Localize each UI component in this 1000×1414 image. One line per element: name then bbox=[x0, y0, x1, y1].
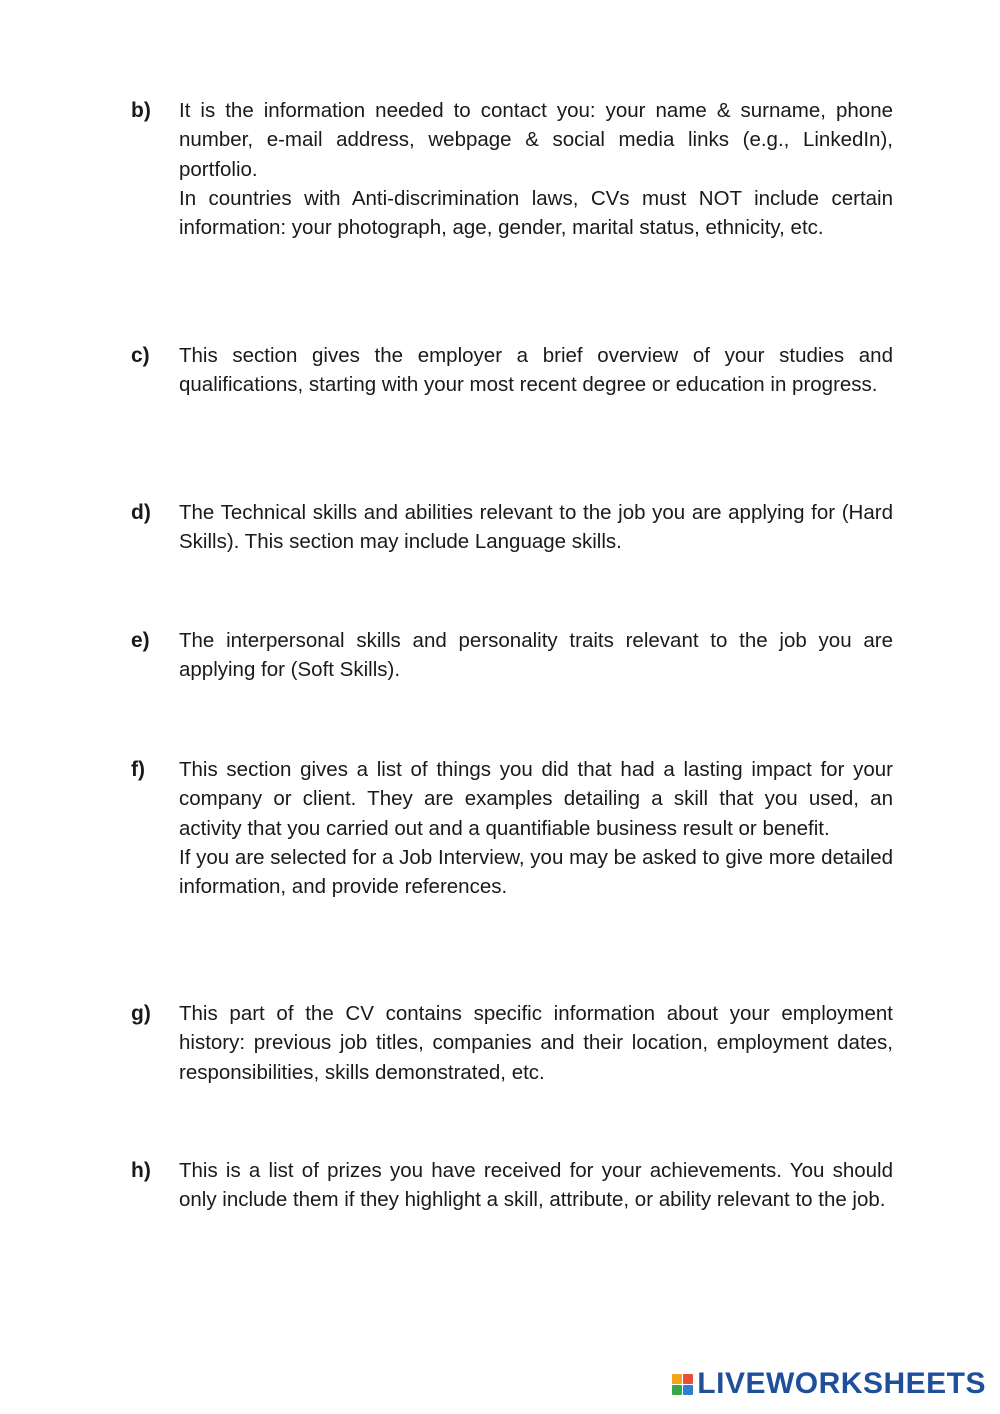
item-letter: c) bbox=[131, 344, 150, 367]
logo-mark-cell bbox=[683, 1385, 693, 1395]
item-paragraph: The Technical skills and abilities relevant to the job you are applying for (Hard Skills). This section may include Language skills. bbox=[179, 501, 893, 554]
item-paragraph: In countries with Anti-discrimination laws, CVs must NOT include certain information: your photograph, age, gender, marital status, ethnicity, etc. bbox=[179, 186, 893, 240]
item-text bbox=[179, 1156, 893, 1215]
item-text bbox=[179, 755, 893, 901]
item-letter: g) bbox=[131, 1002, 151, 1025]
item-letter: b) bbox=[131, 99, 151, 122]
item-paragraph: This section gives a list of things you did that had a lasting impact for your company or client. They are examples detailing a skill that you used, an activity that you carried out and a quantifiable business result or benefit. bbox=[179, 758, 893, 840]
liveworksheets-logo-icon bbox=[672, 1374, 693, 1395]
item-paragraph: This part of the CV contains specific information about your employment history: previous job titles, companies and their location, employment dates, responsibilities, skills demonstrated, etc. bbox=[179, 1002, 893, 1084]
logo-text: LIVEWORKSHEETS bbox=[697, 1367, 986, 1400]
item-paragraph: This is a list of prizes you have received for your achievements. You should only include them if they highlight a skill, attribute, or ability relevant to the job. bbox=[179, 1159, 893, 1212]
item-paragraph: The interpersonal skills and personality traits relevant to the job you are applying for (Soft Skills). bbox=[179, 629, 893, 682]
item-paragraph: This section gives the employer a brief overview of your studies and qualifications, starting with your most recent degree or education in progress. bbox=[179, 344, 893, 397]
item-letter: e) bbox=[131, 629, 150, 652]
logo-mark-cell bbox=[672, 1374, 682, 1384]
item-text bbox=[179, 341, 893, 400]
item-text bbox=[179, 626, 893, 685]
liveworksheets-logo bbox=[672, 1368, 986, 1400]
logo-mark-cell bbox=[683, 1374, 693, 1384]
item-text bbox=[179, 999, 893, 1087]
item-letter: h) bbox=[131, 1159, 151, 1182]
item-text bbox=[179, 96, 893, 242]
logo-mark-cell bbox=[672, 1385, 682, 1395]
item-text bbox=[179, 498, 893, 557]
item-letter: d) bbox=[131, 501, 151, 524]
item-paragraph: If you are selected for a Job Interview, you may be asked to give more detailed information, and provide references. bbox=[179, 845, 893, 899]
item-letter: f) bbox=[131, 758, 145, 781]
item-paragraph: It is the information needed to contact you: your name & surname, phone number, e-mail address, webpage & social media links (e.g., LinkedIn), portfolio. bbox=[179, 99, 893, 181]
